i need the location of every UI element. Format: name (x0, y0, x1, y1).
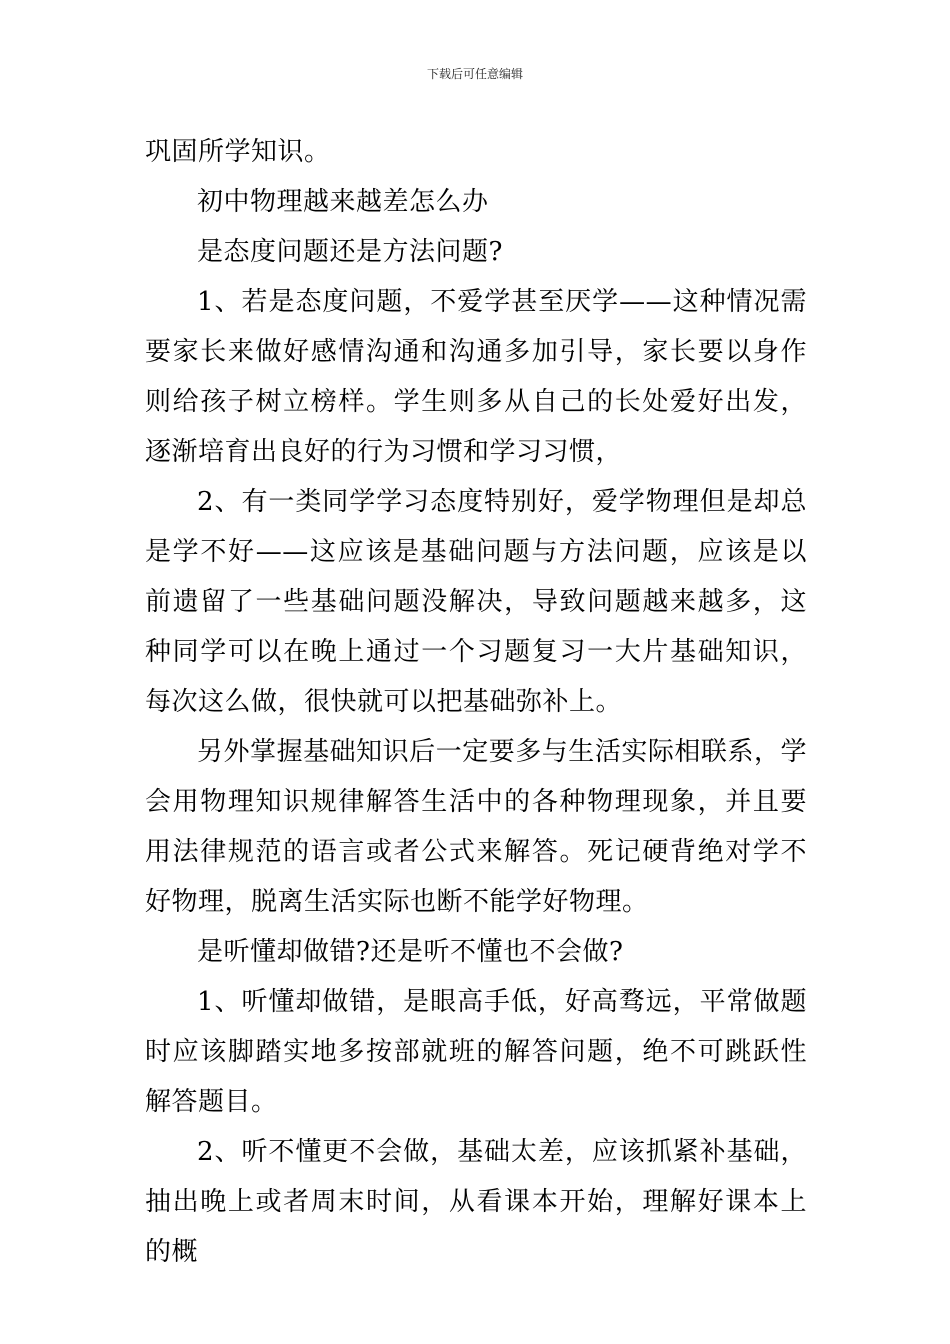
document-body (145, 127, 807, 1277)
paragraph-real-life: 另外掌握基础知识后一定要多与生活实际相联系，学会用物理知识规律解答生活中的各种物理现象，并且要用法律规范的语言或者公式来解答。死记硬背绝对学不好物理，脱离生活实际也断不能学好物理。 (145, 737, 807, 917)
question-attitude-or-method: 是态度问题还是方法问题? (197, 237, 503, 267)
paragraph-not-understand: 2、听不懂更不会做，基础太差，应该抓紧补基础，抽出晚上或者周末时间，从看课本开始，理解好课本上的概 (145, 1137, 807, 1267)
paragraph-attitude-problem: 1、若是态度问题，不爱学甚至厌学——这种情况需要家长来做好感情沟通和沟通多加引导，家长要以身作则给孩子树立榜样。学生则多从自己的长处爱好出发，逐渐培育出良好的行为习惯和学习习惯， (145, 287, 807, 467)
heading-physics-worse: 初中物理越来越差怎么办 (197, 187, 489, 217)
paragraph-1: 巩固所学知识。 (145, 137, 331, 167)
page-header: 下载后可任意编辑 (426, 67, 523, 81)
paragraph-understand-but-wrong: 1、听懂却做错，是眼高手低，好高骛远，平常做题时应该脚踏实地多按部就班的解答问题，绝不可跳跃性解答题目。 (145, 987, 807, 1117)
question-understand-or-not: 是听懂却做错?还是听不懂也不会做? (197, 937, 624, 967)
paragraph-foundation-problem: 2、有一类同学学习态度特别好，爱学物理但是却总是学不好——这应该是基础问题与方法问题，应该是以前遗留了一些基础问题没解决，导致问题越来越多，这种同学可以在晚上通过一个习题复习一大片基础知识，每次这么做，很快就可以把基础弥补上。 (145, 487, 807, 717)
